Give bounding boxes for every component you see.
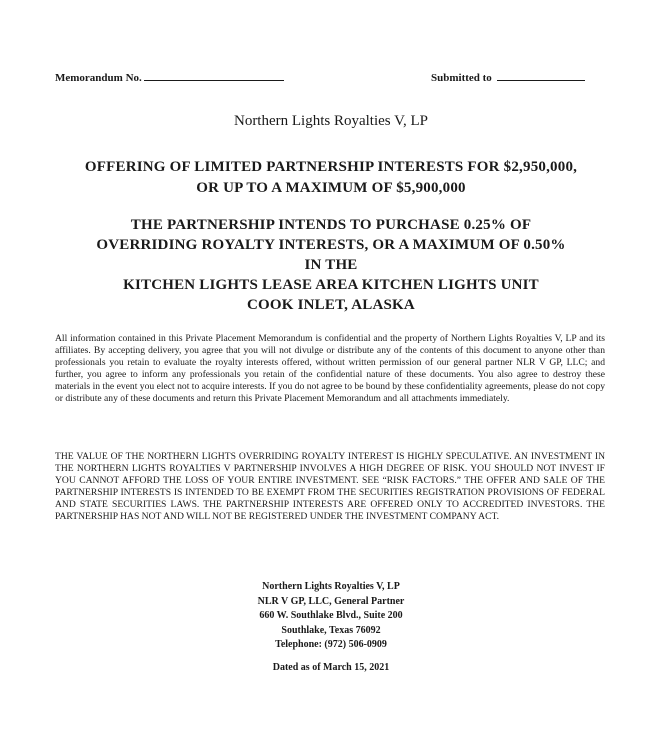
intent-heading	[40, 215, 622, 315]
memorandum-number-blank	[144, 69, 284, 81]
street-address: 660 W. Southlake Blvd., Suite 200	[259, 610, 403, 622]
issuer-name: Northern Lights Royalties V, LP	[262, 581, 400, 592]
issuer-address-block	[0, 580, 662, 653]
confidentiality-paragraph: All information contained in this Private Placement Memorandum is confidential and the property of Northern Lights Royalties V, LP and its affiliates. By accepting delivery, you agree that you will not divulge or distribute any of the contents of this document to anyone other than professionals you retain to evaluate the royalty interests offered, without written permission of our general partner NLR V GP, LLC; and further, you agree to inform any professionals you retain of the confidential nature of these documents. You also agree to destroy these materials in the event you elect not to acquire interests. If you do not agree to be bound by these confidentiality agreements, please do not copy or distribute any of these documents and return this Private Placement Memorandum and all attachments immediately.	[55, 333, 605, 405]
offering-heading	[40, 157, 622, 199]
offering-line-2: OR UP TO A MAXIMUM OF $5,900,000	[196, 180, 466, 196]
intent-line-1: THE PARTNERSHIP INTENDS TO PURCHASE 0.25% OF	[130, 217, 532, 233]
city-state-zip: Southlake, Texas 76092	[281, 624, 381, 636]
submitted-to-label: Submitted to	[431, 72, 492, 84]
submitted-to-blank	[497, 69, 585, 81]
submitted-to-line	[431, 69, 585, 84]
risk-warning-paragraph: THE VALUE OF THE NORTHERN LIGHTS OVERRIDING ROYALTY INTEREST IS HIGHLY SPECULATIVE. AN INVESTMENT IN THE NORTHERN LIGHTS ROYALTIES V PARTNERSHIP INVOLVES A HIGH DEGREE OF RISK. YOU SHOULD NOT INVEST IF YOU CANNOT AFFORD THE LOSS OF YOUR ENTIRE INVESTMENT. SEE “RISK FACTORS.” THE OFFER AND SALE OF THE PARTNERSHIP INTERESTS IS INTENDED TO BE EXEMPT FROM THE SECURITIES REGISTRATION PROVISIONS OF FEDERAL AND STATE SECURITIES LAWS. THE PARTNERSHIP INTERESTS ARE OFFERED ONLY TO ACCREDITED INVESTORS. THE PARTNERSHIP HAS NOT AND WILL NOT BE REGISTERED UNDER THE INVESTMENT COMPANY ACT.	[55, 451, 605, 523]
dated-line: Dated as of March 15, 2021	[272, 662, 390, 673]
intent-line-5: COOK INLET, ALASKA	[247, 297, 415, 313]
document-title: Northern Lights Royalties V, LP	[233, 113, 429, 129]
intent-line-2: OVERRIDING ROYALTY INTERESTS, OR A MAXIMUM OF 0.50%	[96, 237, 566, 253]
memorandum-number-label: Memorandum No.	[55, 72, 142, 84]
memorandum-number-line	[55, 69, 284, 84]
intent-line-4: KITCHEN LIGHTS LEASE AREA KITCHEN LIGHTS UNIT	[123, 277, 539, 293]
general-partner: NLR V GP, LLC, General Partner	[257, 595, 405, 607]
telephone: Telephone: (972) 506-0909	[275, 639, 387, 651]
intent-line-3: IN THE	[304, 257, 358, 273]
offering-line-1: OFFERING OF LIMITED PARTNERSHIP INTERESTS FOR $2,950,000,	[84, 159, 578, 175]
